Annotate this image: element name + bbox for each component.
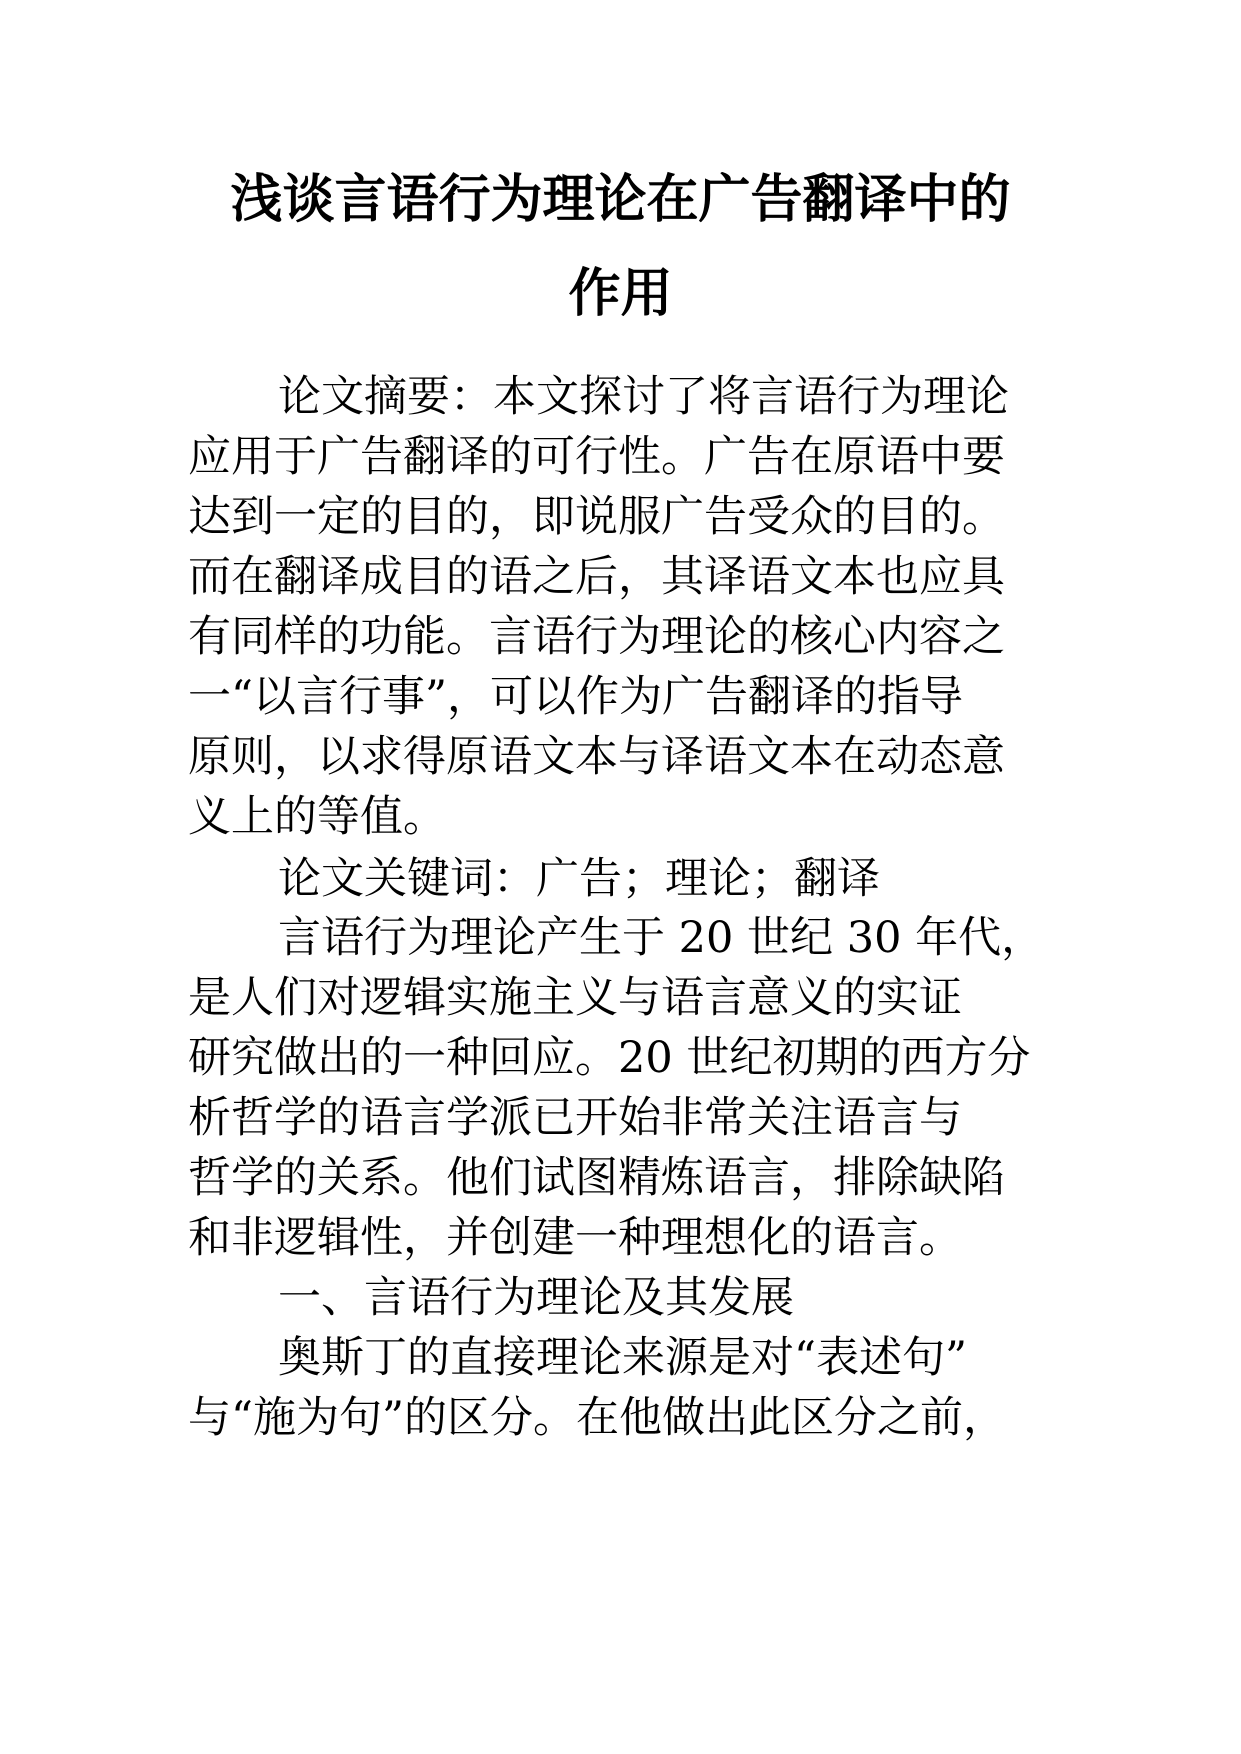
abstract-line-8: 义上的等值。: [188, 792, 446, 842]
abstract-line-3: 达到一定的目的，即说服广告受众的目的。: [188, 492, 1005, 542]
abstract-line-4: 而在翻译成目的语之后，其译语文本也应具: [188, 552, 1005, 602]
document-title-line-2: 作用: [568, 264, 673, 324]
paragraph-line-3: 研究做出的一种回应。20 世纪初期的西方分: [188, 1033, 1031, 1083]
paragraph-line-6: 和非逻辑性，并创建一种理想化的语言。: [188, 1213, 962, 1263]
abstract-line-2: 应用于广告翻译的可行性。广告在原语中要: [188, 432, 1005, 482]
abstract-line-6: 一“以言行事”，可以作为广告翻译的指导: [188, 672, 963, 722]
document-title-line-1: 浅谈言语行为理论在广告翻译中的: [230, 170, 1011, 230]
abstract-line-1: 论文摘要：本文探讨了将言语行为理论: [278, 372, 1009, 422]
abstract-line-5: 有同样的功能。言语行为理论的核心内容之: [188, 612, 1005, 662]
paragraph-line-1: 言语行为理论产生于 20 世纪 30 年代，: [278, 913, 1045, 963]
keywords-line: 论文关键词：广告；理论；翻译: [278, 854, 880, 904]
section-heading: 一、言语行为理论及其发展: [278, 1273, 794, 1323]
paragraph-2-line-1: 奥斯丁的直接理论来源是对“表述句”: [278, 1333, 967, 1383]
paragraph-2-line-2: 与“施为句”的区分。在他做出此区分之前，: [188, 1393, 1006, 1443]
paragraph-line-2: 是人们对逻辑实施主义与语言意义的实证: [188, 973, 962, 1023]
paragraph-line-5: 哲学的关系。他们试图精炼语言，排除缺陷: [188, 1153, 1005, 1203]
paragraph-line-4: 析哲学的语言学派已开始非常关注语言与: [188, 1093, 962, 1143]
abstract-line-7: 原则，以求得原语文本与译语文本在动态意: [188, 732, 1005, 782]
